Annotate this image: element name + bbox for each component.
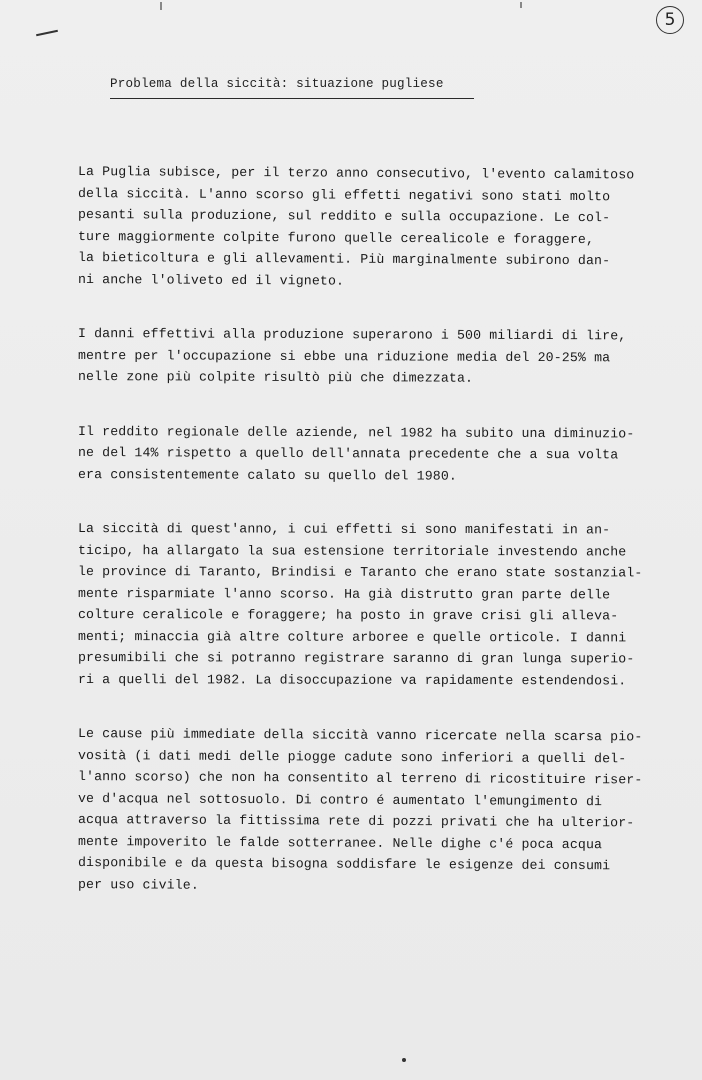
text-line: ve d'acqua nel sottosuolo. Di contro é aumentato l'emungimento di	[77, 790, 603, 809]
text-line: ri a quelli del 1982. La disoccupazione va rapidamente estendendosi.	[77, 671, 627, 688]
text-line: ture maggiormente colpite furono quelle cerealicole e foraggere,	[77, 228, 595, 247]
scan-speck-mark	[160, 2, 162, 10]
text-line: ni anche l'oliveto ed il vigneto.	[77, 271, 345, 289]
text-line: vosità (i dati medi delle piogge cadute sono inferiori a quelli del-	[77, 747, 627, 766]
text-line: pesanti sulla produzione, sul reddito e sulla occupazione. Le col-	[77, 207, 611, 226]
text-line: l'anno scorso) che non ha consentito al terreno di ricostituire riser-	[77, 769, 643, 788]
text-line: per uso civile.	[77, 876, 200, 893]
text-line: della siccità. L'anno scorso gli effetti negativi sono stati molto	[77, 185, 611, 204]
text-line: La siccità di quest'anno, i cui effetti si sono manifestati in an-	[77, 521, 611, 538]
paragraph-5	[78, 723, 678, 895]
text-line: mentre per l'occupazione si ebbe una riduzione media del 20-25% ma	[77, 347, 611, 365]
text-line: la bieticoltura e gli allevamenti. Più marginalmente subirono dan-	[77, 250, 611, 269]
text-line: presumibili che si potranno registrare saranno di gran lunga superio-	[77, 650, 635, 667]
paragraph-3	[78, 421, 678, 486]
title-underline	[110, 98, 474, 99]
text-line: ticipo, ha allargato la sua estensione territoriale investendo anche	[77, 542, 627, 559]
text-line: colture ceralicole e foraggere; ha posto in grave crisi gli alleva-	[77, 607, 619, 624]
text-line: I danni effettivi alla produzione superarono i 500 miliardi di lire,	[77, 326, 627, 344]
text-line: nelle zone più colpite risultò più che dimezzata.	[77, 369, 474, 386]
text-line: La Puglia subisce, per il terzo anno consecutivo, l'evento calamitoso	[77, 164, 635, 183]
text-line: mente impoverito le falde sotterranee. Nelle dighe c'é poca acqua	[77, 833, 603, 852]
paragraph-1	[78, 161, 678, 290]
text-line: ne del 14% rispetto a quello dell'annata precedente che a sua volta	[77, 445, 619, 463]
text-line: acqua attraverso la fittissima rete di pozzi privati che ha ulterior-	[77, 812, 635, 831]
pen-stroke-mark	[36, 30, 58, 37]
text-line: disponibile e da questa bisogna soddisfare le esigenze dei consumi	[77, 855, 611, 874]
document-title: Problema della siccità: situazione pugliese	[110, 77, 444, 91]
paragraph-2	[78, 323, 678, 388]
page-number: 5	[656, 6, 684, 34]
scan-speck-mark	[520, 2, 522, 8]
text-line: Il reddito regionale delle aziende, nel 1982 ha subito una diminuzio-	[77, 423, 635, 441]
paragraph-4	[78, 518, 678, 690]
ink-dot-mark	[402, 1058, 406, 1062]
text-line: le province di Taranto, Brindisi e Taranto che erano state sostanzial-	[77, 564, 643, 581]
text-line: Le cause più immediate della siccità vanno ricercate nella scarsa pio-	[77, 726, 643, 745]
text-line: menti; minaccia già altre colture arboree e quelle orticole. I danni	[77, 628, 627, 645]
text-line: era consistentemente calato su quello del 1980.	[77, 466, 458, 484]
document-body	[78, 161, 678, 928]
text-line: mente risparmiate l'anno scorso. Ha già distrutto gran parte delle	[77, 585, 611, 602]
